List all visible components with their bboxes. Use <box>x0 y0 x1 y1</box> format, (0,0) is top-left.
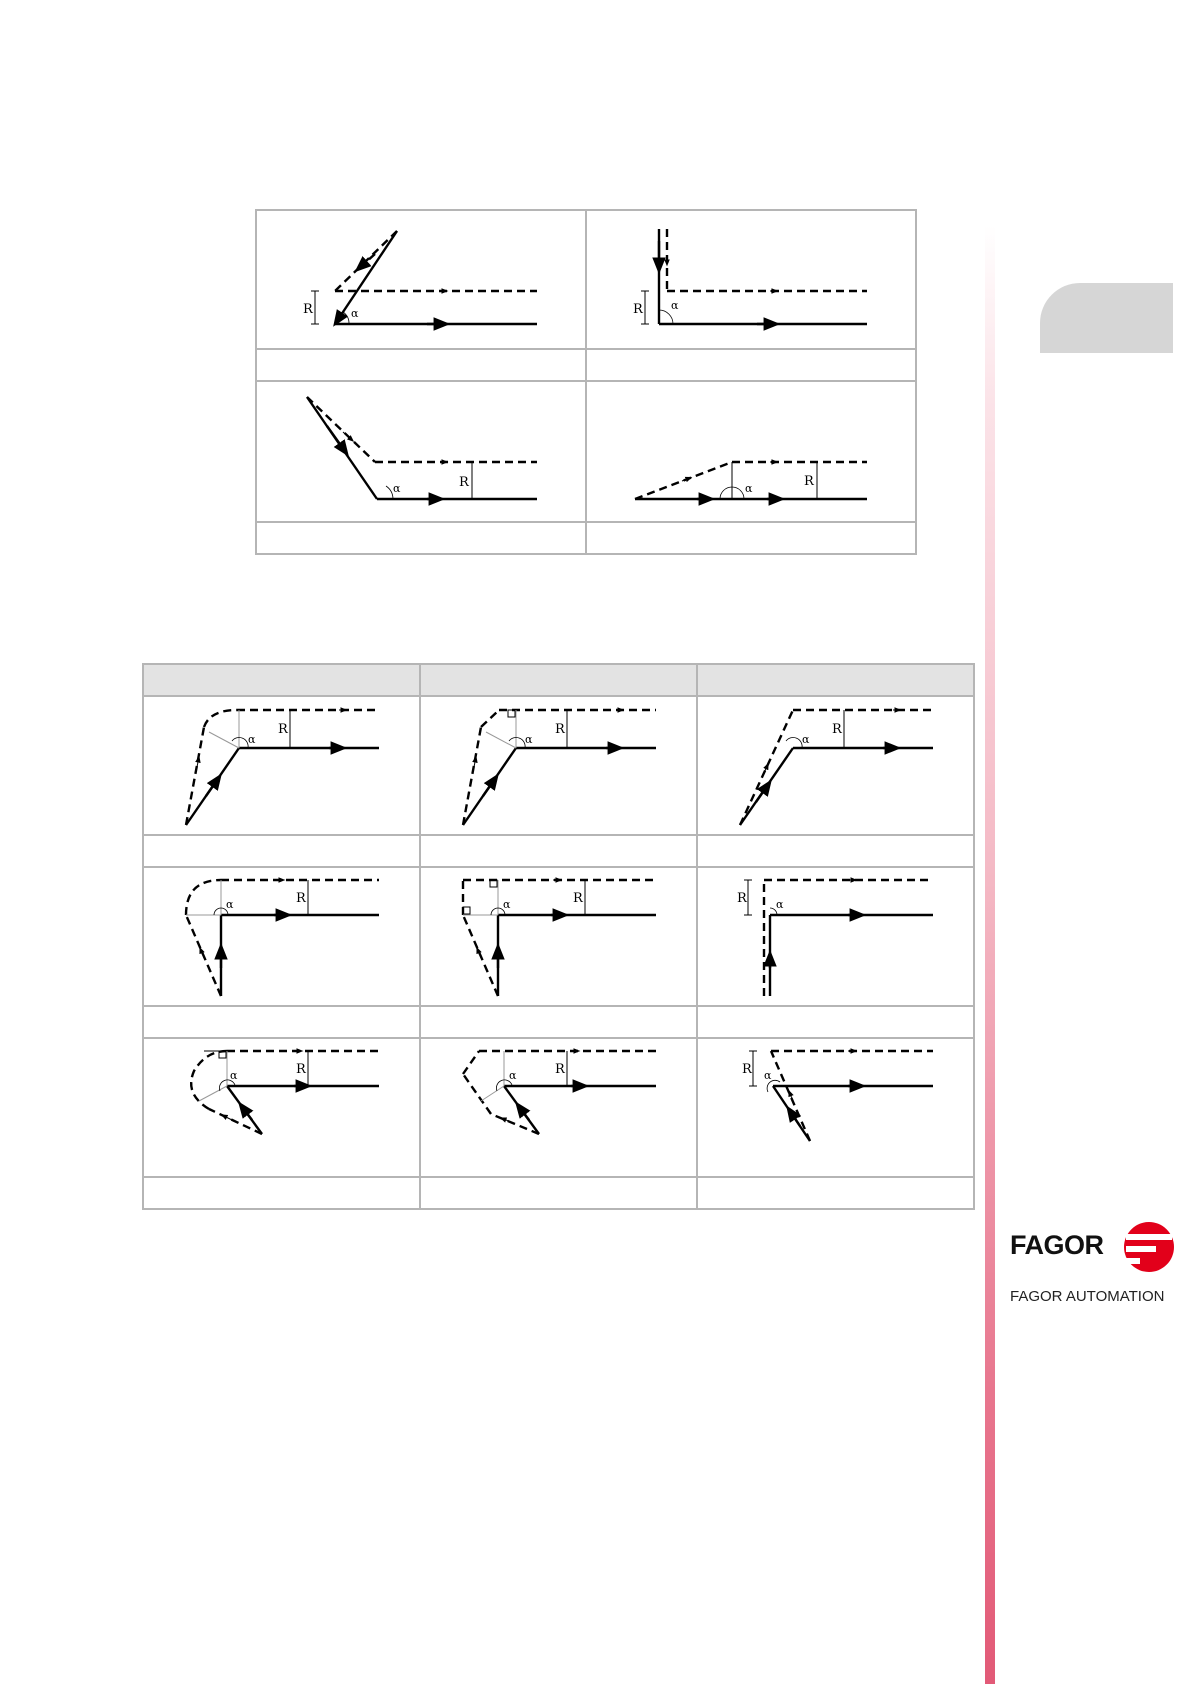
angle-label: α <box>393 482 401 495</box>
caption-cell <box>586 349 916 381</box>
header-cell <box>697 664 974 696</box>
angle-label: α <box>776 898 784 911</box>
figure-table-top <box>255 209 917 555</box>
caption-cell <box>143 1006 420 1038</box>
angle-label: α <box>503 898 511 911</box>
radius-label: R <box>303 302 313 317</box>
diagram-chamfer-obtuse <box>421 697 696 834</box>
fagor-logo <box>1010 1220 1180 1305</box>
angle-label: α <box>230 1069 238 1082</box>
caption-cell <box>420 1177 697 1209</box>
figure-cell <box>697 1038 974 1177</box>
angle-label: α <box>509 1069 517 1082</box>
angle-label: α <box>525 733 533 746</box>
figure-cell <box>697 696 974 835</box>
figure-cell <box>586 381 916 522</box>
brand-name: FAGOR <box>1010 1230 1104 1260</box>
caption-cell <box>697 1177 974 1209</box>
radius-label: R <box>296 891 306 906</box>
caption-cell <box>420 1006 697 1038</box>
caption-cell <box>697 835 974 867</box>
side-color-band <box>985 225 995 1684</box>
angle-label: α <box>248 733 256 746</box>
angle-label: α <box>671 299 679 312</box>
diagram-intersection-obtuse <box>698 697 973 834</box>
figure-cell <box>143 696 420 835</box>
radius-label: R <box>633 302 643 317</box>
radius-label: R <box>555 1062 565 1077</box>
radius-label: R <box>296 1062 306 1077</box>
diagram-very-obtuse-angle <box>587 382 915 521</box>
chapter-tab <box>1040 283 1173 353</box>
diagram-intersection-acute <box>698 1039 973 1176</box>
fagor-logo-mark-icon <box>1122 1220 1176 1274</box>
radius-label: R <box>278 722 288 737</box>
figure-cell <box>143 867 420 1006</box>
diagram-chamfer-acute <box>421 1039 696 1176</box>
figure-cell <box>256 210 586 349</box>
angle-label: α <box>745 482 753 495</box>
figure-table-bottom <box>142 663 975 1210</box>
radius-label: R <box>573 891 583 906</box>
angle-label: α <box>226 898 234 911</box>
radius-label: R <box>459 475 469 490</box>
figure-cell <box>420 1038 697 1177</box>
diagram-obtuse-angle <box>257 382 585 521</box>
radius-label: R <box>832 722 842 737</box>
diagram-arc-obtuse <box>144 697 419 834</box>
angle-label: α <box>764 1069 772 1082</box>
figure-cell <box>586 210 916 349</box>
diagram-arc-right <box>144 868 419 1005</box>
caption-cell <box>256 349 586 381</box>
figure-cell <box>420 867 697 1006</box>
figure-cell <box>256 381 586 522</box>
figure-cell <box>697 867 974 1006</box>
figure-cell <box>143 1038 420 1177</box>
radius-label: R <box>555 722 565 737</box>
caption-cell <box>143 1177 420 1209</box>
radius-label: R <box>804 474 814 489</box>
figure-cell <box>420 696 697 835</box>
radius-label: R <box>742 1062 752 1077</box>
header-cell <box>143 664 420 696</box>
header-cell <box>420 664 697 696</box>
caption-cell <box>586 522 916 554</box>
diagram-chamfer-right <box>421 868 696 1005</box>
angle-label: α <box>351 307 359 320</box>
caption-cell <box>256 522 586 554</box>
diagram-arc-acute <box>144 1039 419 1176</box>
caption-cell <box>143 835 420 867</box>
diagram-acute-angle <box>257 211 585 348</box>
caption-cell <box>420 835 697 867</box>
diagram-intersection-right <box>698 868 973 1005</box>
caption-cell <box>697 1006 974 1038</box>
angle-label: α <box>802 733 810 746</box>
diagram-right-angle <box>587 211 915 348</box>
brand-subtitle: FAGOR AUTOMATION <box>1010 1288 1165 1305</box>
radius-label: R <box>737 891 747 906</box>
